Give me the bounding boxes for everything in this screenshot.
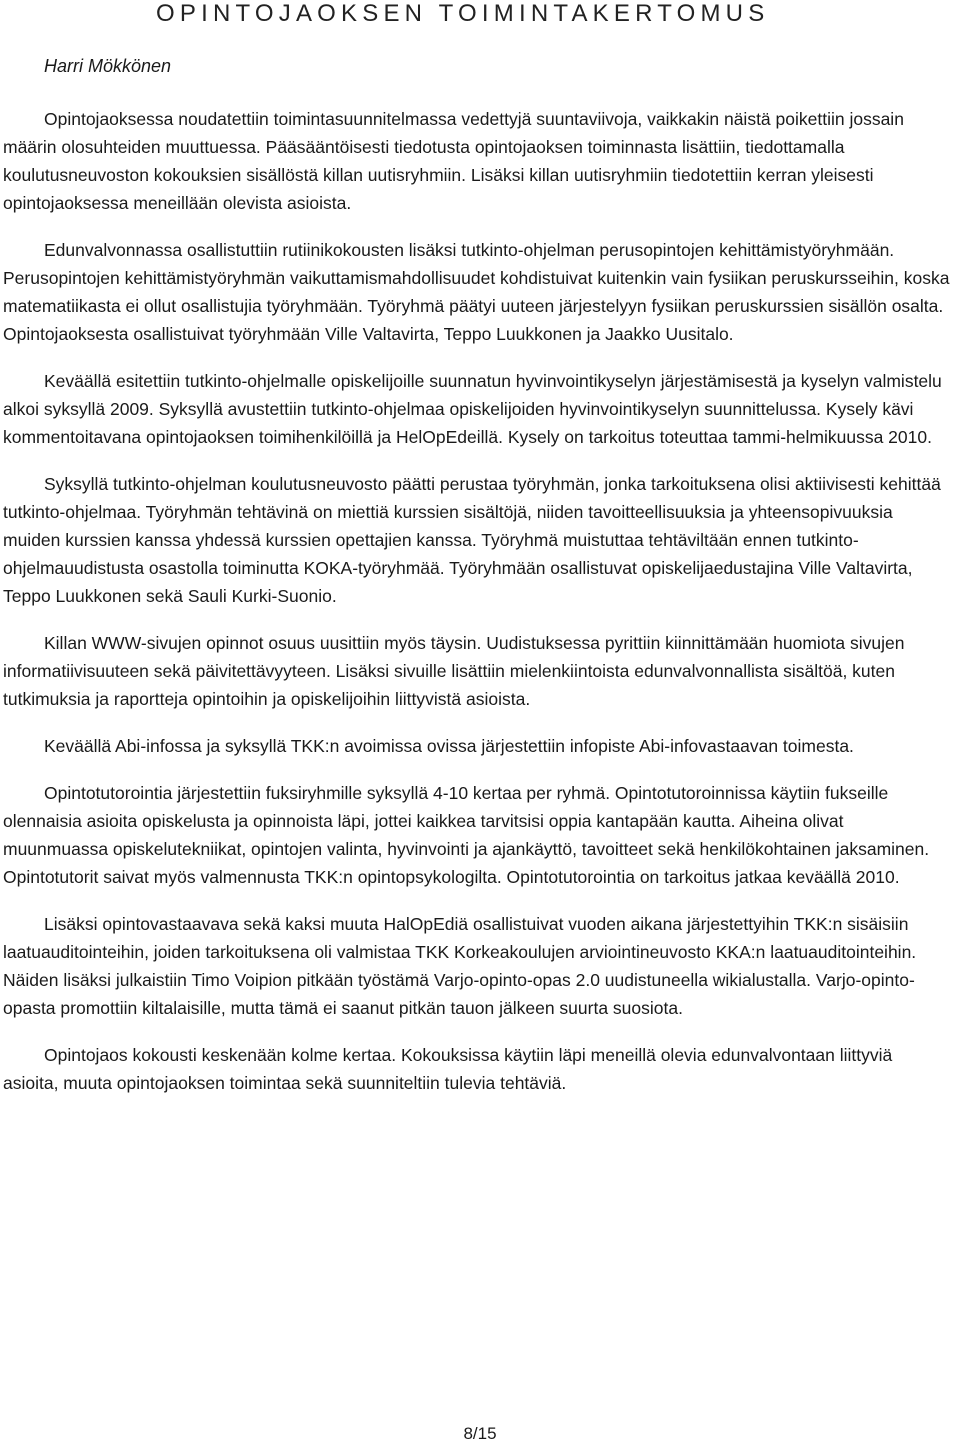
paragraph-communication: Opintojaoksessa noudatettiin toimintasuunnitelmassa vedettyjä suuntaviivoja, vaikkakin näistä poikettiin jossain määrin olosuhteiden muuttuessa. Pääsääntöisesti tiedotusta opintojaoksen toiminnasta lisättiin, tiedottamalla koulutusneuvoston kokouksien sisällöstä killan uutisryhmiin. Lisäksi killan uutisryhmiin tiedotettiin kerran yleisesti opintojaoksessa meneillään olevista asioista. bbox=[3, 109, 904, 213]
page-number: 8/15 bbox=[463, 1424, 497, 1443]
paragraph-website: Killan WWW-sivujen opinnot osuus uusittiin myös täysin. Uudistuksessa pyrittiin kiinnittämään huomiota sivujen informatiivisuuteen sekä päivitettävyyteen. Lisäksi sivuille lisättiin mielenkiintoista edunvalvonnallista sisältöä, kuten tutkimuksia ja raportteja opintoihin ja opiskelijoihin liittyvistä asioista. bbox=[3, 633, 905, 709]
document-body bbox=[3, 105, 951, 1116]
paragraph-wellbeing-survey: Keväällä esitettiin tutkinto-ohjelmalle opiskelijoille suunnatun hyvinvointikyselyn järjestämisestä ja kyselyn valmistelu alkoi syksyllä 2009. Syksyllä avustettiin tutkinto-ohjelmaa opiskelijoiden hyvinvointikyselyn suunnittelussa. Kysely kävi kommentoitavana opintojaoksen toimihenkilöillä ja HelOpEdeillä. Kysely on tarkoitus toteuttaa tammi-helmikuussa 2010. bbox=[3, 371, 942, 447]
author-name: Harri Mökkönen bbox=[44, 56, 172, 76]
paragraph-working-group: Syksyllä tutkinto-ohjelman koulutusneuvosto päätti perustaa työryhmän, jonka tarkoituksena olisi aktiivisesti kehittää tutkinto-ohjelmaa. Työryhmän tehtävinä on miettiä kurssien sisältöjä, niiden tavoitteellisuuksia ja yhteensopivuuksia muiden kurssien kanssa yhdessä kurssien opettajien kanssa. Työryhmä muistuttaa tehtäviltään ennen tutkinto-ohjelmauudistusta osastolla toiminutta KOKA-työryhmää. Työryhmään osallistuvat opiskelijaedustajina Ville Valtavirta, Teppo Luukkonen sekä Sauli Kurki-Suonio. bbox=[3, 474, 941, 606]
paragraph-audits: Lisäksi opintovastaavava sekä kaksi muuta HalOpEdiä osallistuivat vuoden aikana järjestettyihin TKK:n sisäisiin laatuauditointeihin, joiden tarkoituksena oli valmistaa TKK Korkeakoulujen arviointineuvosto KKA:n laatuauditointeihin. Näiden lisäksi julkaistiin Timo Voipion pitkään työstämä Varjo-opinto-opas 2.0 uudistuneella wikialustalla. Varjo-opinto-opasta promottiin kiltalaisille, mutta tämä ei saanut pitkän tauon jälkeen suurta suosiota. bbox=[3, 914, 917, 1018]
paragraph-advocacy: Edunvalvonnassa osallistuttiin rutiinikokousten lisäksi tutkinto-ohjelman perusopintojen kehittämistyöryhmään. Perusopintojen kehittämistyöryhmän vaikuttamismahdollisuudet kohdistuivat kuitenkin vain fysiikan peruskursseihin, koska matematiikasta ei ollut osallistujia työryhmään. Työryhmä päätyi uuteen järjestelyyn fysiikan peruskurssien sisällön osalta. Opintojaoksesta osallistuivat työryhmään Ville Valtavirta, Teppo Luukkonen ja Jaakko Uusitalo. bbox=[3, 240, 950, 344]
document-title: OPINTOJAOKSEN TOIMINTAKERTOMUS bbox=[156, 0, 770, 27]
paragraph-meetings: Opintojaos kokousti keskenään kolme kertaa. Kokouksissa käytiin läpi meneillä olevia edunvalvontaan liittyviä asioita, muuta opintojaoksen toimintaa sekä suunniteltiin tulevia tehtäviä. bbox=[3, 1045, 893, 1093]
paragraph-info-point: Keväällä Abi-infossa ja syksyllä TKK:n avoimissa ovissa järjestettiin infopiste Abi-infovastaavan toimesta. bbox=[44, 736, 854, 756]
paragraph-tutoring: Opintotutorointia järjestettiin fuksiryhmille syksyllä 4-10 kertaa per ryhmä. Opintotutoroinnissa käytiin fukseille olennaisia asioita opiskelusta ja opinnoista läpi, jottei kaikkea tarvitsisi oppia kantapään kautta. Aiheina olivat muunmuassa opiskelutekniikat, opintojen valinta, hyvinvointi ja ajankäyttö, tavoitteet sekä henkilökohtainen jaksaminen. Opintotutorit saivat myös valmennusta TKK:n opintopsykologilta. Opintotutorointia on tarkoitus jatkaa keväällä 2010. bbox=[3, 783, 930, 887]
